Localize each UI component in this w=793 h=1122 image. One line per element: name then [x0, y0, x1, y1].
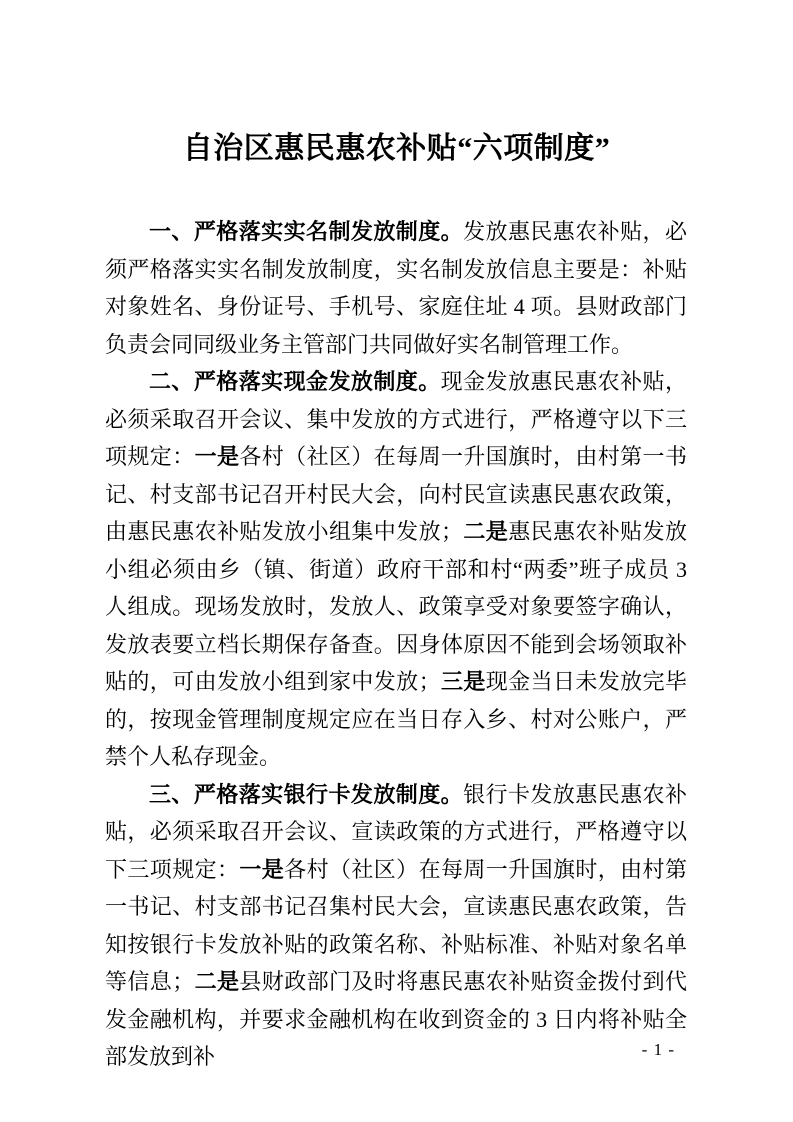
bold-text-segment: 三是 [440, 669, 486, 694]
bold-text-segment: 一是 [239, 856, 285, 882]
bold-text-segment: 二是 [194, 969, 240, 994]
paragraph [105, 213, 687, 363]
text-segment: 银行卡发放惠民惠农补贴，必须采取召开会议、宣读政策的方式进行，严格遵守以下三项规定： [105, 781, 687, 882]
text-segment: 现金当日未发放完毕的，按现金管理制度规定应在当日存入乡、村对公账户，严禁个人私存现金。 [105, 669, 687, 769]
text-segment: 各村（社区）在每周一升国旗时，由村第一书记、村支部书记召集村民大会，宣读惠民惠农政策，告知按银行卡发放补贴的政策名称、补贴标准、补贴对象名单等信息； [105, 856, 687, 994]
page-number: - 1 - [641, 1040, 675, 1059]
text-segment: 现金发放惠民惠农补贴，必须采取召开会议、集中发放的方式进行，严格遵守以下三项规定： [105, 369, 687, 469]
document-title: 自治区惠民惠农补贴“六项制度” [182, 132, 611, 165]
bold-text-segment: 三、严格落实银行卡发放制度。 [149, 781, 464, 807]
document-body [105, 213, 687, 1076]
text-segment: 县财政部门及时将惠民惠农补贴资金拨付到代发金融机构，并要求金融机构在收到资金的 3 日内将补贴全部发放到补 [105, 969, 687, 1069]
bold-text-segment: 二、严格落实现金发放制度。 [149, 369, 441, 394]
bold-text-segment: 一是 [194, 444, 240, 469]
paragraph [105, 776, 687, 1076]
text-segment: 各村（社区）在每周一升国旗时，由村第一书记、村支部书记召开村民大会，向村民宣读惠民惠农政策，由惠民惠农补贴发放小组集中发放； [105, 444, 687, 544]
bold-text-segment: 二是 [462, 519, 509, 544]
text-segment: 惠民惠农补贴发放小组必须由乡（镇、街道）政府干部和村“两委”班子成员 3 人组成。现场发放时，发放人、政策享受对象要签字确认，发放表要立档长期保存备查。因身体原因不能到会场领取补贴的，可由发放小组到家中发放； [105, 519, 687, 694]
text-segment: 发放惠民惠农补贴，必须严格落实实名制发放制度，实名制发放信息主要是：补贴对象姓名、身份证号、手机号、家庭住址 4 项。县财政部门负责会同同级业务主管部门共同做好实名制管理工作。 [105, 219, 687, 357]
bold-text-segment: 一、严格落实实名制发放制度。 [149, 219, 464, 244]
paragraph [105, 363, 687, 776]
